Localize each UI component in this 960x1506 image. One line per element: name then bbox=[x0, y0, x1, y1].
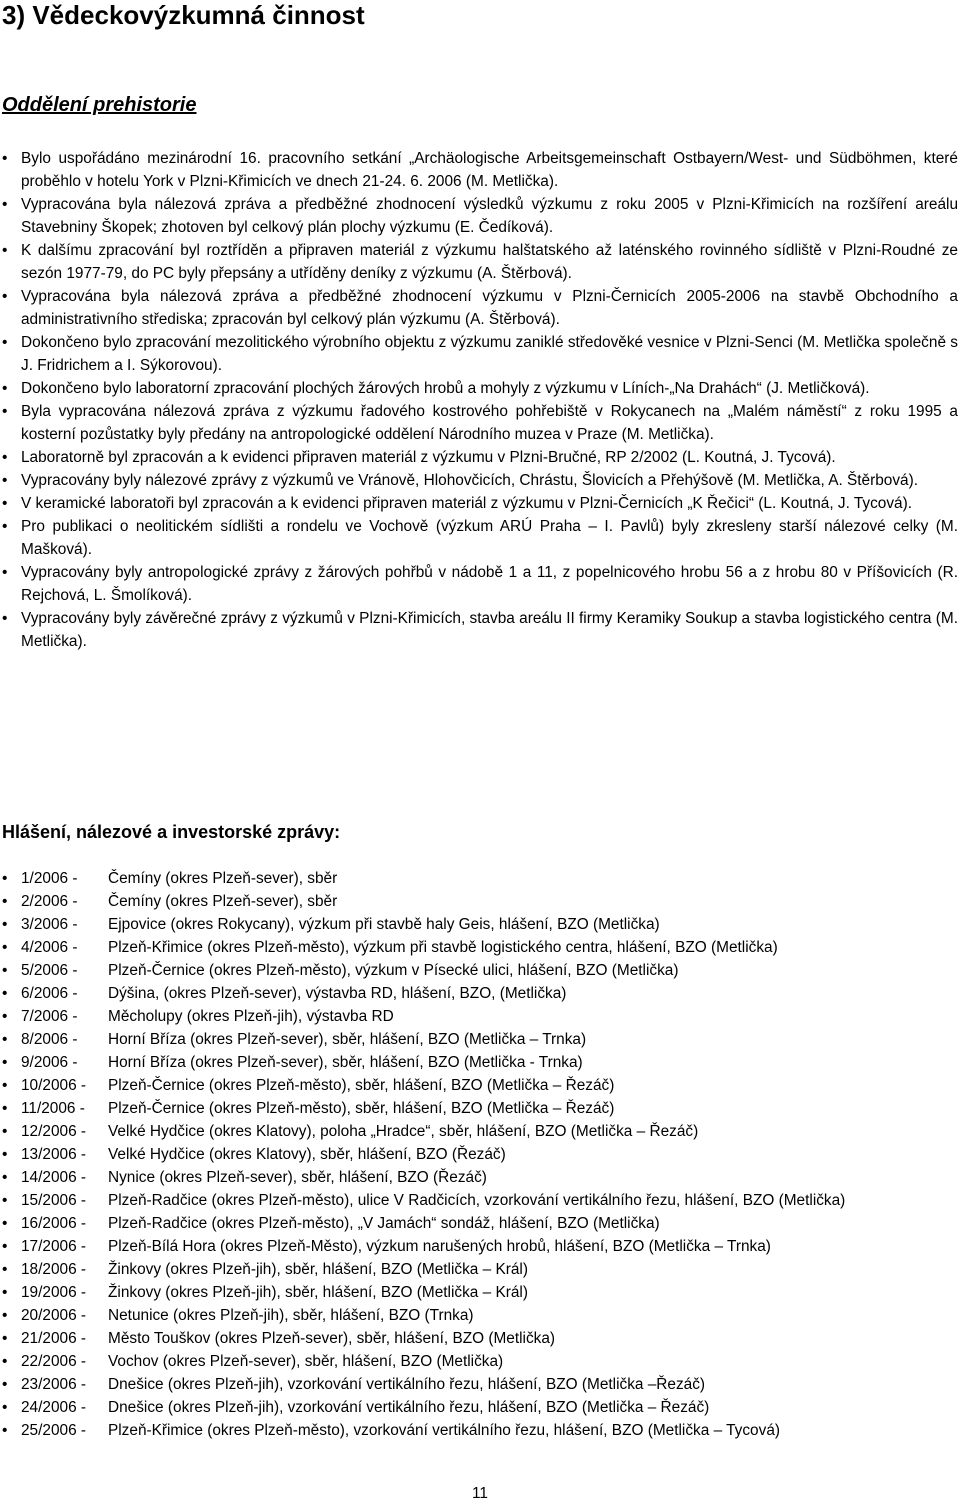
report-number: • 16/2006 - bbox=[21, 1215, 87, 1232]
report-text: Dnešice (okres Plzeň-jih), vzorkování vertikálního řezu, hlášení, BZO (Metlička –Řezáč) bbox=[108, 1376, 706, 1393]
report-text: Vochov (okres Plzeň-sever), sběr, hlášení, BZO (Metlička) bbox=[108, 1353, 504, 1370]
report-number: • 15/2006 - bbox=[21, 1192, 87, 1209]
report-item bbox=[0, 1258, 960, 1281]
report-item bbox=[0, 1166, 960, 1189]
report-number: • 14/2006 - bbox=[21, 1169, 87, 1186]
list-item: • Bylo uspořádáno mezinárodní 16. pracovního setkání „Archäologische Arbeitsgemeinschaft Ostbayern/West- und Südböhmen, které proběhlo v hotelu York v Plzni-Křimicích ve dnech 21-24. 6. 2006 (M. Metlička). bbox=[0, 147, 960, 193]
list-item: • Pro publikaci o neolitickém sídlišti a rondelu ve Vochově (výzkum ARÚ Praha – I. Pavlů) byly zkresleny starší nálezové celky (M. Mašková). bbox=[0, 515, 960, 561]
report-item bbox=[0, 1051, 960, 1074]
report-text: Horní Bříza (okres Plzeň-sever), sběr, hlášení, BZO (Metlička – Trnka) bbox=[108, 1031, 587, 1048]
report-item bbox=[0, 1304, 960, 1327]
report-number: • 1/2006 - bbox=[21, 870, 78, 887]
report-number: • 22/2006 - bbox=[21, 1353, 87, 1370]
report-item bbox=[0, 1028, 960, 1051]
report-item bbox=[0, 959, 960, 982]
report-text: Plzeň-Černice (okres Plzeň-město), sběr, hlášení, BZO (Metlička – Řezáč) bbox=[108, 1100, 615, 1117]
report-text: Velké Hydčice (okres Klatovy), poloha „Hradce“, sběr, hlášení, BZO (Metlička – Řezáč) bbox=[108, 1123, 699, 1140]
activities-list bbox=[0, 147, 960, 653]
page-number: 11 bbox=[472, 1485, 488, 1502]
report-item bbox=[0, 1350, 960, 1373]
report-item bbox=[0, 890, 960, 913]
report-number: • 6/2006 - bbox=[21, 985, 78, 1002]
report-text: Plzeň-Křimice (okres Plzeň-město), vzorkování vertikálního řezu, hlášení, BZO (Metlička – Tycová) bbox=[108, 1422, 781, 1439]
report-text: Čemíny (okres Plzeň-sever), sběr bbox=[108, 893, 338, 910]
report-number: • 24/2006 - bbox=[21, 1399, 87, 1416]
report-number: • 17/2006 - bbox=[21, 1238, 87, 1255]
report-item bbox=[0, 1189, 960, 1212]
report-number: • 18/2006 - bbox=[21, 1261, 87, 1278]
report-number: • 20/2006 - bbox=[21, 1307, 87, 1324]
report-number: • 5/2006 - bbox=[21, 962, 78, 979]
list-item: • V keramické laboratoři byl zpracován a k evidenci připraven materiál z výzkumu v Plzni-Černicích „K Řečici“ (L. Koutná, J. Tycová). bbox=[0, 492, 960, 515]
report-item bbox=[0, 1419, 960, 1442]
report-item bbox=[0, 982, 960, 1005]
report-item bbox=[0, 1005, 960, 1028]
report-item bbox=[0, 936, 960, 959]
list-item: • K dalšímu zpracování byl roztříděn a připraven materiál z výzkumu halštatského až laténského rovinného sídliště v Plzni-Roudné ze sezón 1977-79, do PC byly přepsány a utříděny deníky z výzkumu (A. Štěrbová). bbox=[0, 239, 960, 285]
report-item bbox=[0, 913, 960, 936]
department-heading: Oddělení prehistorie bbox=[2, 94, 197, 116]
section-heading: 3) Vědeckovýzkumná činnost bbox=[2, 0, 365, 30]
report-text: Plzeň-Bílá Hora (okres Plzeň-Město), výzkum narušených hrobů, hlášení, BZO (Metlička – Trnka) bbox=[108, 1238, 771, 1255]
reports-list bbox=[0, 867, 960, 1442]
report-number: • 11/2006 - bbox=[21, 1100, 85, 1117]
report-text: Plzeň-Radčice (okres Plzeň-město), „V Jamách“ sondáž, hlášení, BZO (Metlička) bbox=[108, 1215, 660, 1232]
list-item: • Vypracovány byly závěrečné zprávy z výzkumů v Plzni-Křimicích, stavba areálu II firmy Keramiky Soukup a stavba logistického centra (M. Metlička). bbox=[0, 607, 960, 653]
report-text: Žinkovy (okres Plzeň-jih), sběr, hlášení, BZO (Metlička – Král) bbox=[108, 1284, 528, 1301]
report-number: • 13/2006 - bbox=[21, 1146, 87, 1163]
report-text: Dýšina, (okres Plzeň-sever), výstavba RD, hlášení, BZO, (Metlička) bbox=[108, 985, 567, 1002]
report-item bbox=[0, 1281, 960, 1304]
report-number: • 10/2006 - bbox=[21, 1077, 87, 1094]
list-item: • Dokončeno bylo zpracování mezolitického výrobního objektu z výzkumu zaniklé středověké vesnice v Plzni-Senci (M. Metlička společně s J. Fridrichem a I. Sýkorovou). bbox=[0, 331, 960, 377]
report-number: • 12/2006 - bbox=[21, 1123, 87, 1140]
report-text: Netunice (okres Plzeň-jih), sběr, hlášení, BZO (Trnka) bbox=[108, 1307, 474, 1324]
report-number: • 9/2006 - bbox=[21, 1054, 78, 1071]
report-item bbox=[0, 1143, 960, 1166]
reports-heading: Hlášení, nálezové a investorské zprávy: bbox=[2, 822, 341, 842]
report-text: Plzeň-Černice (okres Plzeň-město), sběr, hlášení, BZO (Metlička – Řezáč) bbox=[108, 1077, 615, 1094]
list-item: • Laboratorně byl zpracován a k evidenci připraven materiál z výzkumu v Plzni-Bručné, RP 2/2002 (L. Koutná, J. Tycová). bbox=[0, 446, 960, 469]
report-text: Plzeň-Černice (okres Plzeň-město), výzkum v Písecké ulici, hlášení, BZO (Metlička) bbox=[108, 962, 679, 979]
report-item bbox=[0, 1212, 960, 1235]
list-item: • Dokončeno bylo laboratorní zpracování plochých žárových hrobů a mohyly z výzkumu v Líních-„Na Drahách“ (J. Metličková). bbox=[0, 377, 960, 400]
report-number: • 7/2006 - bbox=[21, 1008, 78, 1025]
report-item bbox=[0, 1396, 960, 1419]
report-text: Ejpovice (okres Rokycany), výzkum při stavbě haly Geis, hlášení, BZO (Metlička) bbox=[108, 916, 660, 933]
list-item: • Byla vypracována nálezová zpráva z výzkumu řadového kostrového pohřebiště v Rokycanech na „Malém náměstí“ z roku 1995 a kosterní pozůstatky byly předány na antropologické oddělení Národního muzea v Praze (M. Metlička). bbox=[0, 400, 960, 446]
list-item: • Vypracovány byly antropologické zprávy z žárových pohřbů v nádobě 1 a 11, z popelnicového hrobu 56 a z hrobu 80 v Příšovicích (R. Rejchová, L. Šmolíková). bbox=[0, 561, 960, 607]
report-text: Měcholupy (okres Plzeň-jih), výstavba RD bbox=[108, 1008, 394, 1025]
report-number: • 3/2006 - bbox=[21, 916, 78, 933]
report-text: Nynice (okres Plzeň-sever), sběr, hlášení, BZO (Řezáč) bbox=[108, 1169, 487, 1186]
report-item bbox=[0, 1235, 960, 1258]
report-text: Žinkovy (okres Plzeň-jih), sběr, hlášení, BZO (Metlička – Král) bbox=[108, 1261, 528, 1278]
report-item bbox=[0, 1327, 960, 1350]
report-number: • 19/2006 - bbox=[21, 1284, 87, 1301]
report-item bbox=[0, 1074, 960, 1097]
report-item bbox=[0, 1120, 960, 1143]
report-number: • 2/2006 - bbox=[21, 893, 78, 910]
report-item bbox=[0, 1373, 960, 1396]
report-number: • 8/2006 - bbox=[21, 1031, 78, 1048]
list-item: • Vypracovány byly nálezové zprávy z výzkumů ve Vránově, Hlohovčicích, Chrástu, Šlovicích a Přehýšově (M. Metlička, A. Štěrbová). bbox=[0, 469, 960, 492]
list-item: • Vypracována byla nálezová zpráva a předběžné zhodnocení výsledků výzkumu z roku 2005 v Plzni-Křimicích na rozšíření areálu Stavebniny Škopek; zhotoven byl celkový plán plochy výzkumu (E. Čedíková). bbox=[0, 193, 960, 239]
report-item bbox=[0, 1097, 960, 1120]
report-text: Velké Hydčice (okres Klatovy), sběr, hlášení, BZO (Řezáč) bbox=[108, 1146, 506, 1163]
report-number: • 25/2006 - bbox=[21, 1422, 87, 1439]
report-item bbox=[0, 867, 960, 890]
report-text: Město Touškov (okres Plzeň-sever), sběr, hlášení, BZO (Metlička) bbox=[108, 1330, 556, 1347]
report-text: Čemíny (okres Plzeň-sever), sběr bbox=[108, 870, 338, 887]
report-text: Horní Bříza (okres Plzeň-sever), sběr, hlášení, BZO (Metlička - Trnka) bbox=[108, 1054, 583, 1071]
report-text: Plzeň-Křimice (okres Plzeň-město), výzkum při stavbě logistického centra, hlášení, BZO (Metlička) bbox=[108, 939, 778, 956]
report-number: • 21/2006 - bbox=[21, 1330, 87, 1347]
report-text: Plzeň-Radčice (okres Plzeň-město), ulice V Radčicích, vzorkování vertikálního řezu, hlášení, BZO (Metlička) bbox=[108, 1192, 846, 1209]
list-item: • Vypracována byla nálezová zpráva a předběžné zhodnocení výzkumu v Plzni-Černicích 2005-2006 na stavbě Obchodního a administrativního střediska; zpracován byl celkový plán výzkumu (A. Štěrbová). bbox=[0, 285, 960, 331]
report-number: • 4/2006 - bbox=[21, 939, 78, 956]
report-number: • 23/2006 - bbox=[21, 1376, 87, 1393]
report-text: Dnešice (okres Plzeň-jih), vzorkování vertikálního řezu, hlášení, BZO (Metlička – Řezáč) bbox=[108, 1399, 710, 1416]
